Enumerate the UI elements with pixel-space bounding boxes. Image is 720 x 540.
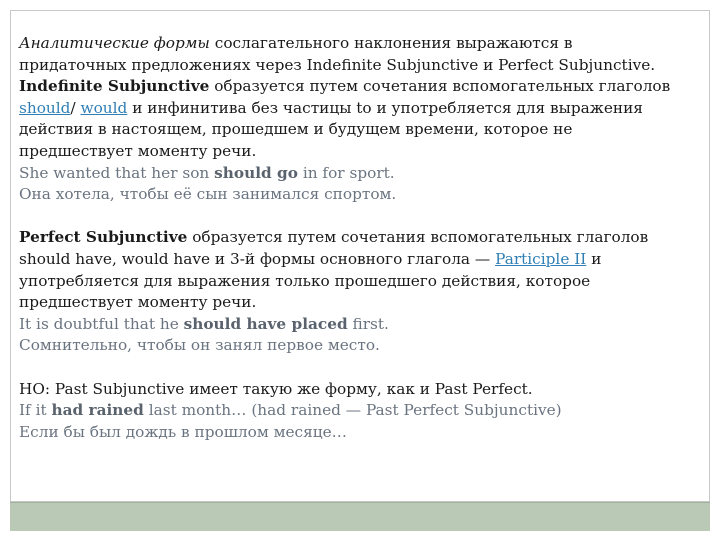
example-2-pre: It is doubtful that he: [19, 314, 184, 333]
should-link[interactable]: should: [19, 98, 71, 117]
example-1-translation: Она хотела, чтобы её сын занимался спортом.: [19, 185, 397, 204]
footer-bar: [10, 502, 710, 531]
p1-line-1: [19, 33, 709, 55]
example-3-bold: had rained: [51, 401, 144, 420]
p1-line-4: [19, 98, 709, 120]
paragraph-gap: [19, 357, 709, 379]
example-3: [19, 400, 709, 422]
p1-line-3: [19, 76, 709, 98]
example-2-translation: Сомнительно, чтобы он занял первое место.: [19, 336, 380, 355]
p1-line-2: придаточных предложениях через Indefinite Subjunctive и Perfect Subjunctive.: [19, 55, 656, 74]
link-separator: /: [70, 98, 81, 117]
p1-line-6: предшествует моменту речи.: [19, 141, 257, 160]
p2-line-2-pre: should have, would have и 3-й формы основного глагола —: [19, 249, 496, 268]
p2-line-1: [19, 227, 709, 249]
p1-line-1-rest: сослагательного наклонения выражаются в: [209, 34, 573, 52]
p2-line-1-rest: образуется путем сочетания вспомогательных глаголов: [187, 228, 649, 247]
example-1: [19, 163, 709, 185]
slide-content: [19, 33, 709, 443]
p3-line-1: НО: Past Subjunctive имеет такую же форму, как и Past Perfect.: [19, 379, 533, 398]
p1-line-4-rest: и инфинитива без частицы to и употребляется для выражения: [127, 98, 643, 117]
would-link[interactable]: would: [80, 98, 128, 117]
participle-ii-link[interactable]: Participle II: [495, 249, 587, 268]
paragraph-gap: [19, 206, 709, 228]
perfect-subjunctive-term: Perfect Subjunctive: [19, 228, 188, 247]
p2-line-2: [19, 249, 709, 271]
example-3-post: last month… (had rained — Past Perfect Subjunctive): [143, 401, 562, 420]
p2-line-4: предшествует моменту речи.: [19, 293, 257, 312]
p1-line-3-rest: образуется путем сочетания вспомогательных глаголов: [209, 77, 671, 96]
p1-line-5: действия в настоящем, прошедшем и будущем времени, которое не: [19, 120, 573, 139]
p2-line-3: употребляется для выражения только прошедшего действия, которое: [19, 271, 591, 290]
example-2-post: first.: [347, 314, 389, 333]
example-1-post: in for sport.: [297, 163, 395, 182]
example-2: [19, 314, 709, 336]
example-2-bold: should have placed: [183, 314, 348, 333]
analytic-forms-italic: Аналитические формы: [19, 34, 210, 52]
example-3-translation: Если бы был дождь в прошлом месяце…: [19, 422, 347, 441]
p2-line-2-post: и: [586, 249, 602, 268]
example-3-pre: If it: [19, 401, 52, 420]
example-1-pre: She wanted that her son: [19, 163, 215, 182]
example-1-bold: should go: [214, 163, 298, 182]
indefinite-subjunctive-term: Indefinite Subjunctive: [19, 77, 210, 96]
